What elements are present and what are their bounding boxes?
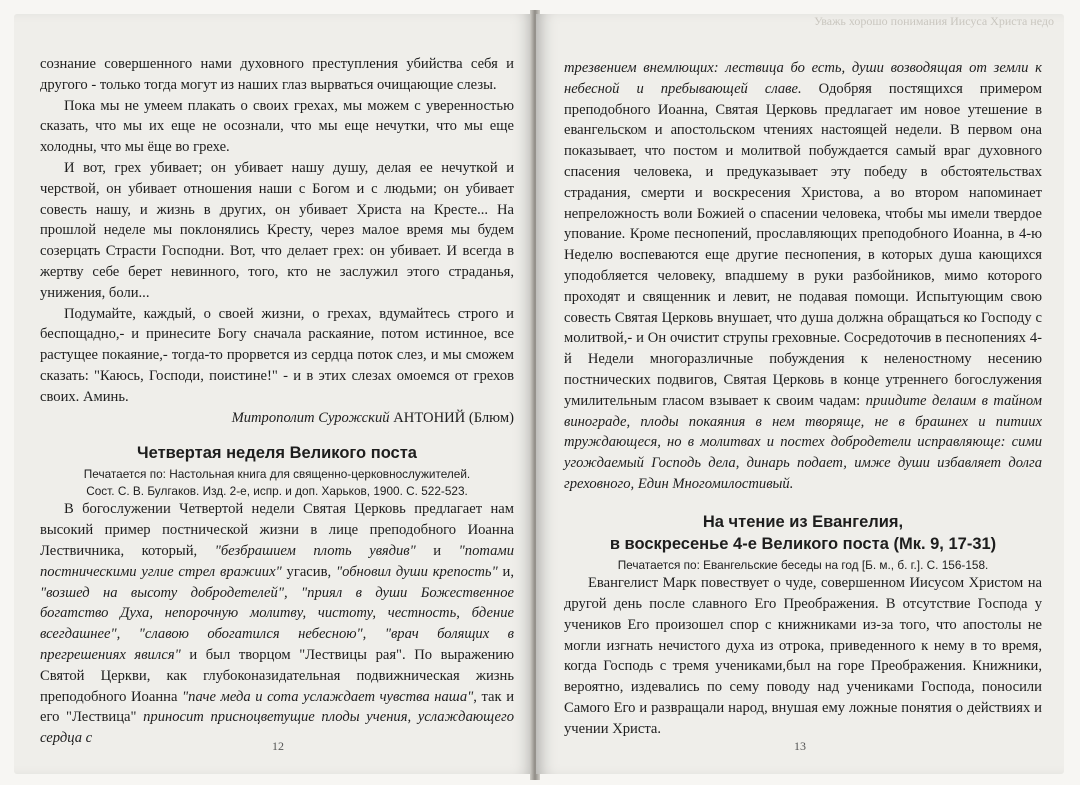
- signature-name: АНТОНИЙ (Блюм): [393, 409, 514, 426]
- quote-3: "обновил души крепость": [335, 563, 498, 580]
- section-heading-gospel: [564, 511, 1042, 555]
- signature: [40, 408, 514, 429]
- body-text: , так и его "Лествица": [40, 688, 515, 726]
- quote-1: "безбрашием плоть увядив": [214, 542, 416, 559]
- hymn-quote: приидите делаим в тайном винограде, плоды покаяния в нем творяще, не в брашнех и питиих труждающеся, но в молитвах и постех добродетели исправляюще: сими угождаемый Господь дела, динарь подает, имже души избавляет долга греховного, Един Многомилостивый.: [564, 392, 1042, 492]
- heading-line-2: в воскресенье 4-е Великого поста (Мк. 9, 17-31): [609, 534, 997, 553]
- body-text: и: [415, 542, 459, 559]
- section-heading-fourth-week: Четвертая неделя Великого поста: [137, 444, 417, 463]
- right-body-paragraph: [564, 58, 1042, 495]
- page-number-left: 12: [272, 739, 284, 753]
- source-line-2: Сост. С. В. Булгаков. Изд. 2-е, испр. и доп. Харьков, 1900. С. 522-523.: [86, 483, 468, 498]
- left-para-3: И вот, грех убивает; он убивает нашу душу, делая ее нечуткой и черствой, он убивает отношения наши с Богом и с людьми; он убивает совесть нашу, и жизнь в других, он убивает Христа на Кресте... На прошлой неделе мы поклонялись Кресту, через малое время мы будем созерцать Страсти Господни. Вот, что делает грех: он убивает. И всегда в жертву себе берет невинного, того, кто не заслужил этого страданья, унижения, боли...: [40, 159, 514, 301]
- signature-title: Митрополит Сурожский: [231, 409, 390, 426]
- right-page-text: [564, 58, 1042, 740]
- left-page: [14, 14, 534, 774]
- body-text: и был творцом "Лествицы рая". По выражению Святой Церкви, как глубоконазидательная подвижническая жизнь преподобного Иоанна: [40, 646, 515, 705]
- quote-2: "потами постническими углие стрел вражиих": [40, 542, 514, 580]
- right-page: [536, 14, 1064, 774]
- bleed-through-header: Уважь хорошо понимания Иисуса Христа недо: [814, 14, 1054, 28]
- quote-5: "паче меда и сота услаждает чувства наша": [182, 688, 474, 705]
- body-text: угасив,: [281, 563, 336, 580]
- left-page-text: [40, 54, 514, 749]
- source-line-1: Печатается по: Настольная книга для священно-церковнослужителей.: [83, 467, 471, 482]
- quote-4: "возшед на высоту добродетелей", "приял в души Божественное богатство Духа, непорочную молитву, чистоту, честность, бдение всегдашнее", "славою обогатился небесною", "врач болящих в прегрешениях явился": [40, 584, 514, 663]
- body-text: В богослужении Четвертой недели Святая Церковь предлагает нам высокий пример постнической жизни в лице преподобного Иоанна Лествичника, который,: [40, 501, 514, 559]
- left-body-paragraph: [40, 499, 514, 749]
- body-text: и,: [497, 563, 514, 580]
- heading-line-1: На чтение из Евангелия,: [702, 512, 904, 531]
- source-note-right: Печатается по: Евангельские беседы на год [Б. м., б. г.]. С. 156-158.: [617, 557, 989, 572]
- gospel-paragraph: Евангелист Марк повествует о чуде, совершенном Иисусом Христом на другой день после славного Его Преображения. В отсутствие Господа у учеников Его произошел спор с книжниками из-за того, что апостолы не могли изгнать нечистого духа из отрока, приведенного к нему в то время, когда Господь с тремя учениками,был на горе Преображения. Книжники, вероятно, издевались по сему поводу над учениками Господа, поносили Самого Его и развращали народ, внушая ему ложные понятия о действиях и учении Христа.: [564, 575, 1042, 737]
- left-para-4: Подумайте, каждый, о своей жизни, о грехах, вдумайтесь строго и беспощадно,- и принесите Богу сначала раскаяние, потом истинное, все растущее покаяние,- тогда-то прорвется из сердца поток слез, и мы сможем сказать: "Каюсь, Господи, поистине!" - и в этих слезах омоемся от грехов своих. Аминь.: [40, 305, 514, 405]
- left-para-1: сознание совершенного нами духовного преступления убийства себя и другого - только тогда могут из наших глаз вырваться очищающие слезы.: [40, 56, 514, 93]
- left-para-2: Пока мы не умеем плакать о своих грехах, мы можем с уверенностью сказать, что мы их еще не осознали, что мы еще нечутки, что мы еще холодны, что мы ёще во грехе.: [40, 97, 514, 156]
- quote-6: приносит присноцветущие плоды учения, услаждающего сердца с: [40, 709, 514, 747]
- intro-quote: трезвением внемлющих: лествица бо есть, души возводящая от земли к небесной и пребывающей славе.: [564, 60, 1042, 97]
- body-text: Одобряя постящихся примером преподобного Иоанна, Святая Церковь предлагает им новое утешение в евангельском и апостольском чтениях настоящей недели. В первом она показывает, что постом и молитвой побуждается самый враг духовного спасения человека, и предуказывает эту победу в обстоятельствах страдания, смерти и воскресения Христова, а во втором напоминает непреложность воли Божией о спасении человека, чтобы мы имели твердое упование. Кроме песнопений, прославляющих преподобного Иоанна, в 4-ю Неделю воспеваются еще другие песнопения, в которых душа кающихся уподобляется человеку, впадшему в руки разбойников, мимо которого проходят и священник и левит, не подавая помощи. Испытующим свою совесть Святая Церковь внушает, что душа должна обращаться ко Господу с молитвой,- и Он очистит струпы греховные. Сосредоточив в песнопениях 4-й Недели многоразличные побуждения к неленостному несению постнических подвигов, Святая Церковь в конце утреннего богослужения умилительным гласом взывает к своим чадам:: [564, 80, 1042, 409]
- page-number-right: 13: [794, 739, 806, 753]
- source-note-left: [40, 466, 514, 499]
